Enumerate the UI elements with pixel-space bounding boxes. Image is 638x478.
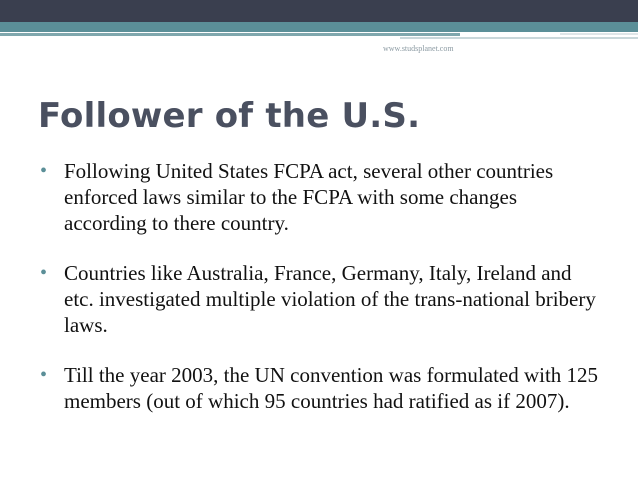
bullet-text: Countries like Australia, France, Germany, Italy, Ireland and etc. investigated multiple violation of the trans-national bribery laws.: [64, 261, 596, 337]
bullet-marker: •: [40, 262, 48, 284]
bullet-item: [40, 260, 600, 338]
bullet-text: Following United States FCPA act, several other countries enforced laws similar to the FCPA with some changes according to there country.: [64, 159, 554, 235]
bullet-list: [40, 158, 600, 438]
header-accent-line: [0, 33, 460, 36]
header-accent-line: [560, 33, 638, 35]
header-dark-band: [0, 0, 638, 22]
header-accent-line: [400, 37, 638, 39]
bullet-marker: •: [40, 160, 48, 182]
bullet-marker: •: [40, 364, 48, 386]
header-teal-band: [0, 22, 638, 32]
bullet-item: [40, 158, 600, 236]
watermark-url: www.studsplanet.com: [383, 44, 454, 53]
bullet-text: Till the year 2003, the UN convention was formulated with 125 members (out of which 95 countries had ratified as if 2007).: [64, 363, 599, 413]
bullet-item: [40, 362, 600, 414]
slide-title: Follower of the U.S.: [38, 96, 421, 136]
